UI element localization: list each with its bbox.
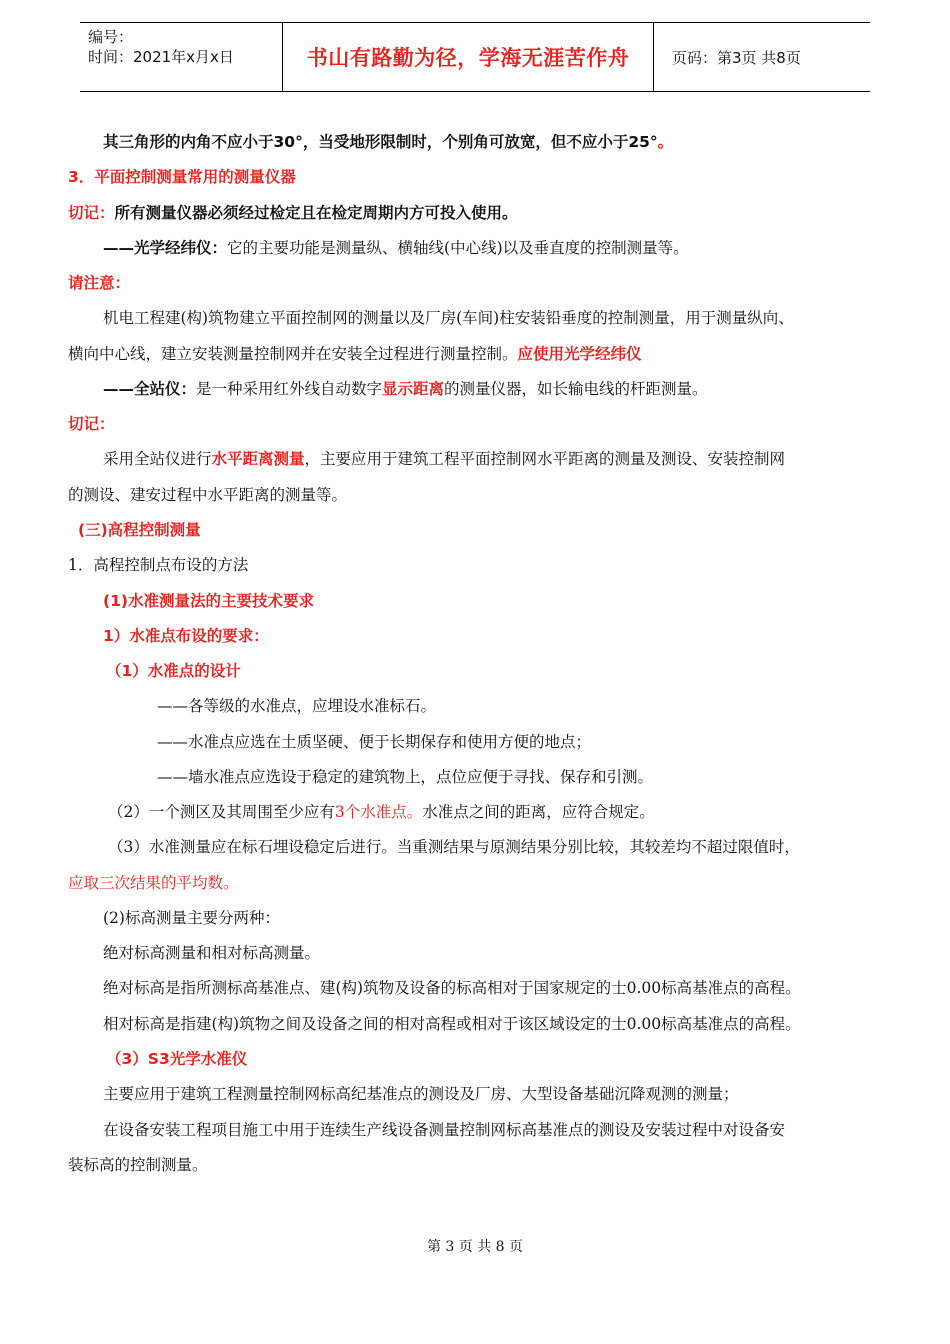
para-total-station-detail-1: [103, 448, 785, 470]
text-run: （2）一个测区及其周围至少应有: [108, 803, 335, 821]
subsection-benchmark-design: （1）水准点的设计: [106, 662, 241, 680]
page-header: [80, 22, 870, 92]
para-theodolite: [103, 237, 689, 259]
text-run: 水准点之间的距离，应符合规定。: [422, 803, 655, 821]
text-run: 它的主要功能是测量纵、横轴线(中心线)以及垂直度的控制测量等。: [227, 239, 689, 257]
para-triangle-angle: [103, 131, 673, 153]
header-page-text: 页码：第3页 共8页: [672, 48, 801, 67]
text-run: 其三角形的内角不应小于30°，当受地形限制时，个别角可放宽，但不应小于25°: [103, 133, 658, 151]
para-total-station-detail-2: 的测设、建安过程中水平距离的测量等。: [68, 486, 348, 504]
bullet-benchmark-3: ——墙水准点应选设于稳定的建筑物上，点位应便于寻找、保存和引测。: [157, 768, 654, 786]
para-total-station: [103, 378, 708, 400]
para-elevation-types: 绝对标高测量和相对标高测量。: [103, 944, 321, 962]
text-run: 是一种采用红外线自动数字: [196, 380, 383, 398]
para-absolute-elevation: 绝对标高是指所测标高基准点、建(构)筑物及设备的标高相对于国家规定的士0.00标高基准点的高程。: [103, 979, 801, 997]
section-heading-elevation: (三)高程控制测量: [78, 521, 201, 539]
text-run: 水平距离测量: [211, 450, 305, 468]
para-leveling-timing: （3）水准测量应在标石埋设稳定后进行。当重测结果与原测结果分别比较，其较差均不超过限值时，: [108, 838, 800, 856]
footer-page-number: 第 3 页 共 8 页: [426, 1239, 524, 1255]
para-instrument-check: [68, 202, 518, 224]
text-run: 的测量仪器，如长输电线的杆距测量。: [444, 380, 708, 398]
subsection-elevation-types: (2)标高测量主要分两种：: [103, 909, 280, 927]
header-motto: 书山有路勤为径，学海无涯苦作舟: [282, 23, 654, 91]
para-s3-usage-2: 在设备安装工程项目施工中用于连续生产线设备测量控制网标高基准点的测设及安装过程中对设备安: [103, 1121, 786, 1139]
para-theodolite-detail-2: [68, 343, 642, 365]
doc-date-label: 时间：2021年x月x日: [88, 48, 234, 66]
section-heading-instruments: 3．平面控制测量常用的测量仪器: [68, 168, 296, 186]
text-run: ——光学经纬仪：: [103, 239, 228, 257]
text-run: 切记：: [68, 204, 115, 222]
header-meta: [80, 23, 280, 91]
text-run: 应使用光学经纬仪: [517, 345, 642, 363]
doc-number-label: 编号：: [88, 28, 134, 46]
text-run: 。: [657, 133, 674, 151]
text-run: 3个水准点。: [334, 803, 423, 821]
header-page-info: [664, 23, 870, 91]
bullet-benchmark-1: ——各等级的水准点，应埋设水准标石。: [157, 697, 437, 715]
para-theodolite-detail-1: 机电工程建(构)筑物建立平面控制网的测量以及厂房(车间)柱安装铅垂度的控制测量，用于测量纵向、: [103, 309, 794, 327]
subsection-benchmark-requirements: 1）水准点布设的要求：: [103, 627, 269, 645]
para-s3-usage-1: 主要应用于建筑工程测量控制网标高纪基准点的测设及厂房、大型设备基础沉降观测的测量；: [103, 1085, 739, 1103]
subsection-leveling-method: (1)水准测量法的主要技术要求: [103, 592, 314, 610]
para-relative-elevation: 相对标高是指建(构)筑物之间及设备之间的相对高程或相对于该区域设定的士0.00标高基准点的高程。: [103, 1015, 801, 1033]
note-label-1: 请注意：: [68, 274, 131, 292]
bullet-benchmark-2: ——水准点应选在土质坚硬、便于长期保存和使用方便的地点；: [157, 733, 592, 751]
text-run: 显示距离: [382, 380, 445, 398]
text-run: 所有测量仪器必须经过检定且在检定周期内方可投入使用。: [114, 204, 518, 222]
text-run: ，主要应用于建筑工程平面控制网水平距离的测量及测设、安装控制网: [304, 450, 786, 468]
text-run: 横向中心线，建立安装测量控制网并在安装全过程进行测量控制。: [68, 345, 518, 363]
text-run: 采用全站仪进行: [103, 450, 212, 468]
para-benchmark-count: [108, 801, 655, 823]
page-footer: [0, 1236, 950, 1256]
subsection-heading-layout: 1．高程控制点布设的方法: [68, 556, 249, 574]
note-label-2: 切记：: [68, 415, 115, 433]
text-run: ——全站仪：: [103, 380, 197, 398]
subsection-s3-level: （3）S3光学水准仪: [106, 1050, 248, 1068]
para-leveling-average: 应取三次结果的平均数。: [68, 874, 239, 892]
para-s3-usage-3: 装标高的控制测量。: [68, 1156, 208, 1174]
